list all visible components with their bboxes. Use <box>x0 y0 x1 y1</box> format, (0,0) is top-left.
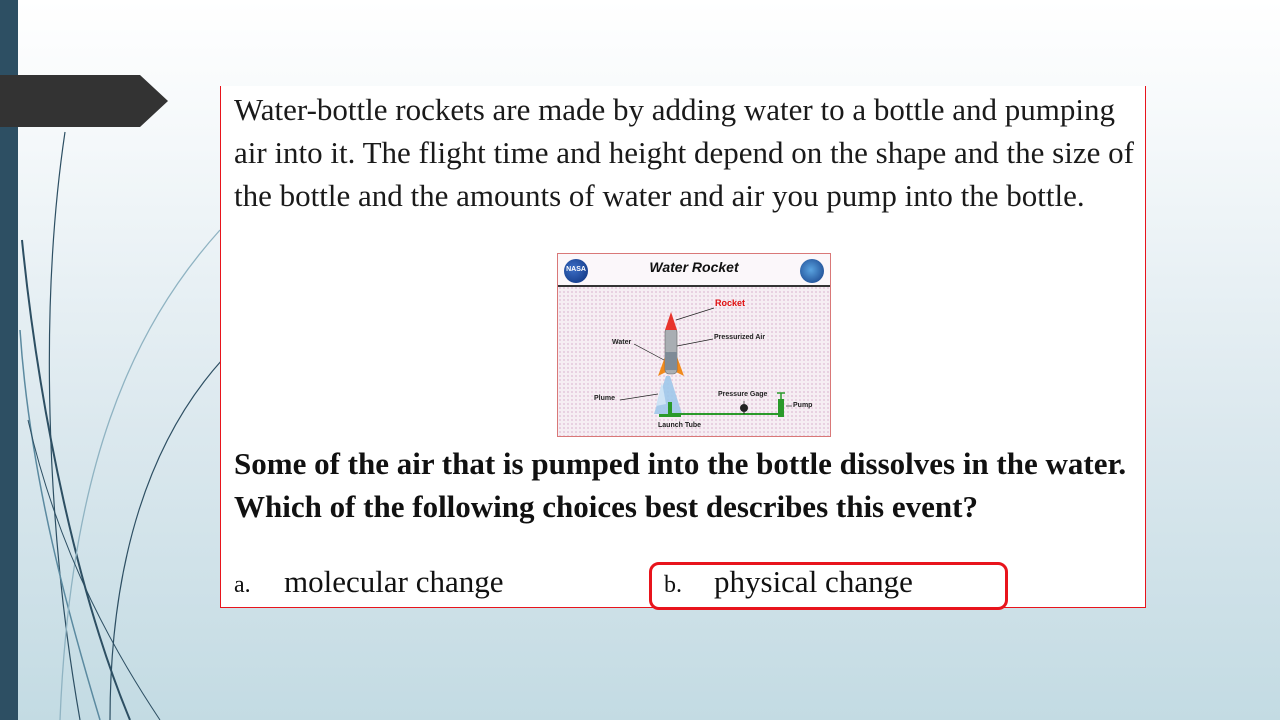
rocket-drawing <box>558 254 830 436</box>
nasa-logo-icon: NASA <box>564 259 588 283</box>
choice-a-letter: a. <box>234 572 251 598</box>
correct-answer-highlight <box>649 562 1008 610</box>
intro-paragraph: Water-bottle rockets are made by adding water to a bottle and pumping air into it. The flight time and height depend on the shape and the size of the bottle and the amounts of water and air you pump into the bottle. <box>234 92 1134 213</box>
question-text: Some of the air that is pumped into the bottle dissolves in the water. Which of the following choices best describes this event? <box>234 446 1127 524</box>
label-plume: Plume <box>594 395 616 402</box>
label-pump: Pump <box>793 402 813 409</box>
slide-title-tab <box>0 75 168 127</box>
choice-b-letter: b. <box>664 572 682 598</box>
label-pressurized-air: Pressurized Air <box>714 334 766 341</box>
question-card <box>220 86 1146 608</box>
label-pressure-gage: Pressure Gage <box>718 391 768 398</box>
label-water: Water <box>612 339 632 346</box>
label-rocket: Rocket <box>715 298 746 308</box>
diagram-title: Water Rocket <box>649 259 739 275</box>
label-launch-tube: Launch Tube <box>658 422 702 429</box>
choice-a[interactable] <box>234 564 503 600</box>
water-rocket-diagram <box>557 253 831 437</box>
choice-b-text: physical change <box>714 564 913 599</box>
choice-a-text: molecular change <box>284 564 504 599</box>
